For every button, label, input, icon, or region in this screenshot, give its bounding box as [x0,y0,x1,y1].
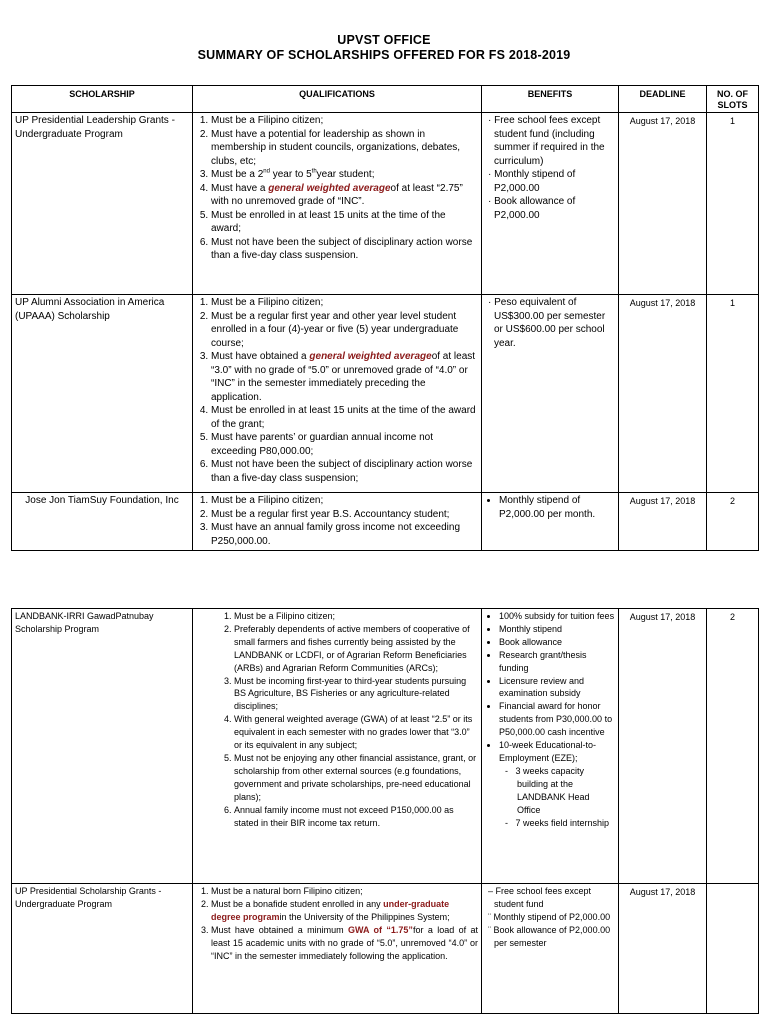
slots: 1 [707,113,759,295]
qualification-item: 5. Must have parents’ or guardian annual income not exceeding P80,000.00; [211,431,478,458]
qualification-item: 2. Must have a potential for leadership as shown in membership in student councils, organizations, debates, clubs, etc; [211,128,478,169]
qualification-item: 3. Must have obtained a general weighted averageof at least “3.0” with no grade of “5.0” or unremoved grade of “4.0” or “INC” in the semester immediately preceding the application. [211,350,478,404]
benefit-item: • 100% subsidy for tuition fees [499,610,615,623]
benefits [482,493,619,551]
qualification-item: 1. Must be a Filipino citizen; [211,296,478,310]
table-header-row [12,86,759,113]
scholarship-name: UP Alumni Association in America (UPAAA) Scholarship [12,295,193,493]
benefit-subitem: - 7 weeks field internship [505,817,610,828]
qualification-item: 6. Must not have been the subject of disciplinary action worse than a five-day class suspension. [211,236,478,263]
qualification-item: 3. Must have an annual family gross income not exceeding P250,000.00. [211,521,478,548]
qualification-item: 5. Must not be enjoying any other financial assistance, grant, or scholarship from other external sources (e.g foundations, government and private scholarships, pre-need educational plans); [234,752,478,804]
benefit-item: • Monthly stipend of P2,000.00 per month. [499,494,615,521]
benefit-subitem: - 3 weeks capacity building at the LANDBANK Head Office [505,765,590,815]
scholarship-table-1 [11,85,759,551]
benefit-item: ¨ Monthly stipend of P2,000.00 [488,911,611,922]
deadline: August 17, 2018 [619,295,707,493]
qualification-item: 2. Must be a bonafide student enrolled in any under-graduate degree programin the University of the Philippines System; [211,898,478,924]
qualification-item: 6. Annual family income must not exceed P150,000.00 as stated in their BIR income tax return. [234,804,478,830]
column-header: NO. OF SLOTS [707,86,759,113]
column-header: DEADLINE [619,86,707,113]
benefit-item: – Free school fees except student fund [488,886,592,909]
qualification-item: 4. Must have a general weighted averageof at least “2.75” with no unremoved grade of “INC”. [211,182,478,209]
qualification-item: 1. Must be a natural born Filipino citizen; [211,885,478,898]
qualifications [193,884,482,1014]
benefit-item: • Research grant/thesis funding [499,649,615,675]
benefit-item: • Financial award for honor students from P30,000.00 to P50,000.00 cash incentive [499,700,615,739]
deadline: August 17, 2018 [619,609,707,884]
qualification-item: 2. Must be a regular first year B.S. Accountancy student; [211,508,478,522]
qualification-item: 6. Must not have been the subject of disciplinary action worse than a five-day class suspension; [211,458,478,485]
office-title: UPVST OFFICE [337,33,431,47]
benefit-item: • Monthly stipend [499,623,615,636]
deadline: August 17, 2018 [619,113,707,295]
table-row [12,493,759,551]
scholarship-name: Jose Jon TiamSuy Foundation, Inc [12,493,193,551]
benefit-item: ¨ Book allowance of P2,000.00 per semester [488,924,611,948]
benefit-item: · Book allowance of P2,000.00 [488,196,576,221]
deadline: August 17, 2018 [619,884,707,1014]
qualifications [193,295,482,493]
benefits [482,609,619,884]
slots: 2 [707,493,759,551]
slots [707,884,759,1014]
column-header: SCHOLARSHIP [12,86,193,113]
column-header: QUALIFICATIONS [193,86,482,113]
qualification-item: 1. Must be a Filipino citizen; [234,610,478,623]
benefits [482,295,619,493]
qualification-item: 3. Must be a 2nd year to 5thyear student; [211,168,478,182]
qualification-item: 1. Must be a Filipino citizen; [211,494,478,508]
deadline: August 17, 2018 [619,493,707,551]
benefit-item: · Free school fees except student fund (including summer if required in the curriculum) [488,115,605,167]
qualifications [193,493,482,551]
benefits [482,113,619,295]
page-title: SUMMARY OF SCHOLARSHIPS OFFERED FOR FS 2018-2019 [197,48,571,62]
qualifications [193,609,482,884]
slots: 1 [707,295,759,493]
qualification-item: 1. Must be a Filipino citizen; [211,114,478,128]
scholarship-table-2 [11,608,759,1014]
slots: 2 [707,609,759,884]
benefit-item: • 10-week Educational-to-Employment (EZE); - 3 weeks capacity building at the LANDBANK Head Office - 7 weeks field internship [499,739,615,829]
table-row [12,609,759,884]
qualification-item: 2. Must be a regular first year and other year level student enrolled in a four (4)-year or five (5) year undergraduate course; [211,310,478,351]
qualification-item: 4. With general weighted average (GWA) of at least “2.5” or its equivalent in each semester with no grades lower that “3.0” or its equivalent in any subject; [234,713,478,752]
benefit-item: • Licensure review and examination subsidy [499,675,615,701]
qualifications [193,113,482,295]
table-row [12,295,759,493]
scholarship-name: UP Presidential Scholarship Grants - Undergraduate Program [12,884,193,1014]
qualification-item: 3. Must have obtained a minimum GWA of “1.75”for a load of at least 15 academic units with no grade of “5.0”, unremoved “4.0” or “INC” in the semester immediately following the application. [211,924,478,963]
benefits [482,884,619,1014]
qualification-item: 3. Must be incoming first-year to third-year students pursuing BS Agriculture, BS Fisheries or any agriculture-related disciplines; [234,675,478,714]
qualification-item: 4. Must be enrolled in at least 15 units at the time of the award of the grant; [211,404,478,431]
column-header: BENEFITS [482,86,619,113]
benefit-item: · Monthly stipend of P2,000.00 [488,169,576,194]
table-row [12,113,759,295]
benefit-item: • Book allowance [499,636,615,649]
qualification-item: 2. Preferably dependents of active members of cooperative of small farmers and fishes currently being assisted by the LANDBANK or LCDFI, or of Agrarian Reform Beneficiaries (ARBs) and Agrarian Reform Communities (ARCs); [234,623,478,675]
table-row [12,884,759,1014]
benefit-item: · Peso equivalent of US$300.00 per semester or US$600.00 per school year. [488,297,606,349]
scholarship-name: LANDBANK-IRRI GawadPatnubay Scholarship Program [12,609,193,884]
qualification-item: 5. Must be enrolled in at least 15 units at the time of the award; [211,209,478,236]
scholarship-name: UP Presidential Leadership Grants - Undergraduate Program [12,113,193,295]
